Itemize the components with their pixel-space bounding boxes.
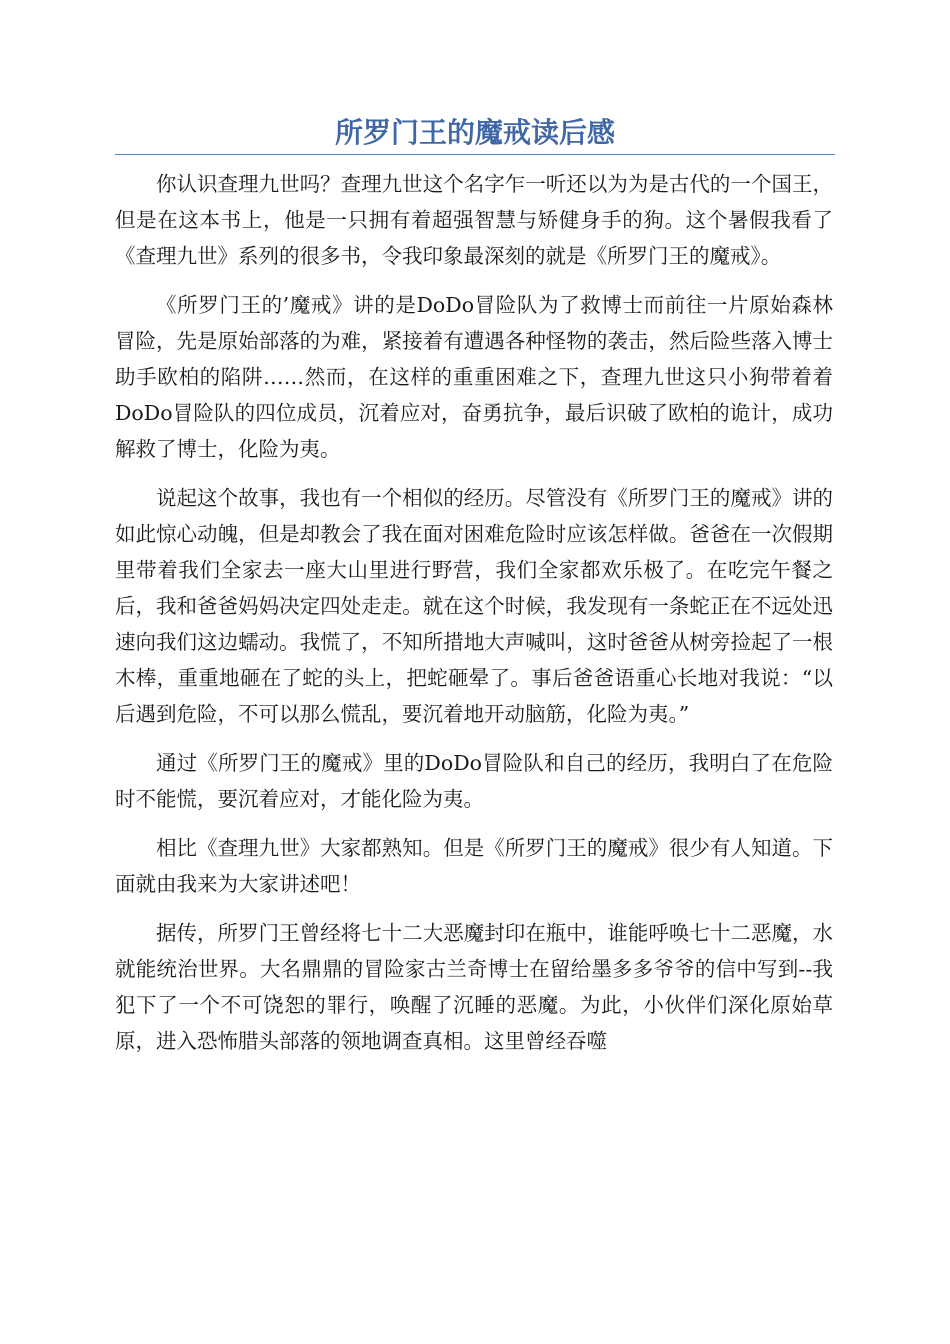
paragraph-6: 据传，所罗门王曾经将七十二大恶魔封印在瓶中，谁能呼唤七十二恶魔，水就能统治世界。大名鼎鼎的冒险家古兰奇博士在留给墨多多爷爷的信中写到--我犯下了一个不可饶恕的罪行，唤醒了沉睡的恶魔。为此，小伙伴们深化原始草原，进入恐怖腊头部落的领地调查真相。这里曾经吞噬 [115, 921, 833, 1053]
paragraph-5: 相比《查理九世》大家都熟知。但是《所罗门王的魔戒》很少有人知道。下面就由我来为大家讲述吧！ [115, 836, 833, 896]
title-underline [115, 154, 835, 155]
paragraph-3: 说起这个故事，我也有一个相似的经历。尽管没有《所罗门王的魔戒》讲的如此惊心动魄，但是却教会了我在面对困难危险时应该怎样做。爸爸在一次假期里带着我们全家去一座大山里进行野营，我们全家都欢乐极了。在吃完午餐之后，我和爸爸妈妈决定四处走走。就在这个时候，我发现有一条蛇正在不远处迅速向我们这边蠕动。我慌了，不知所措地大声喊叫，这时爸爸从树旁捡起了一根木棒，重重地砸在了蛇的头上，把蛇砸晕了。事后爸爸语重心长地对我说：“以后遇到危险，不可以那么慌乱，要沉着地开动脑筋，化险为夷。” [115, 486, 833, 726]
document-body [115, 166, 833, 1072]
document-title: 所罗门王的魔戒读后感 [334, 116, 615, 149]
paragraph-4: 通过《所罗门王的魔戒》里的DoDo冒险队和自己的经历，我明白了在危险时不能慌，要沉着应对，才能化险为夷。 [115, 751, 833, 811]
paragraph-1: 你认识查理九世吗？查理九世这个名字乍一听还以为为是古代的一个国王，但是在这本书上，他是一只拥有着超强智慧与矫健身手的狗。这个暑假我看了《查理九世》系列的很多书，令我印象最深刻的就是《所罗门王的魔戒》。 [115, 172, 833, 268]
paragraph-2: 《所罗门王的’魔戒》讲的是DoDo冒险队为了救博士而前往一片原始森林冒险，先是原始部落的为难，紧接着有遭遇各种怪物的袭击，然后险些落入博士助手欧柏的陷阱……然而，在这样的重重困难之下，查理九世这只小狗带着着DoDo冒险队的四位成员，沉着应对，奋勇抗争，最后识破了欧柏的诡计，成功解救了博士，化险为夷。 [115, 293, 833, 461]
